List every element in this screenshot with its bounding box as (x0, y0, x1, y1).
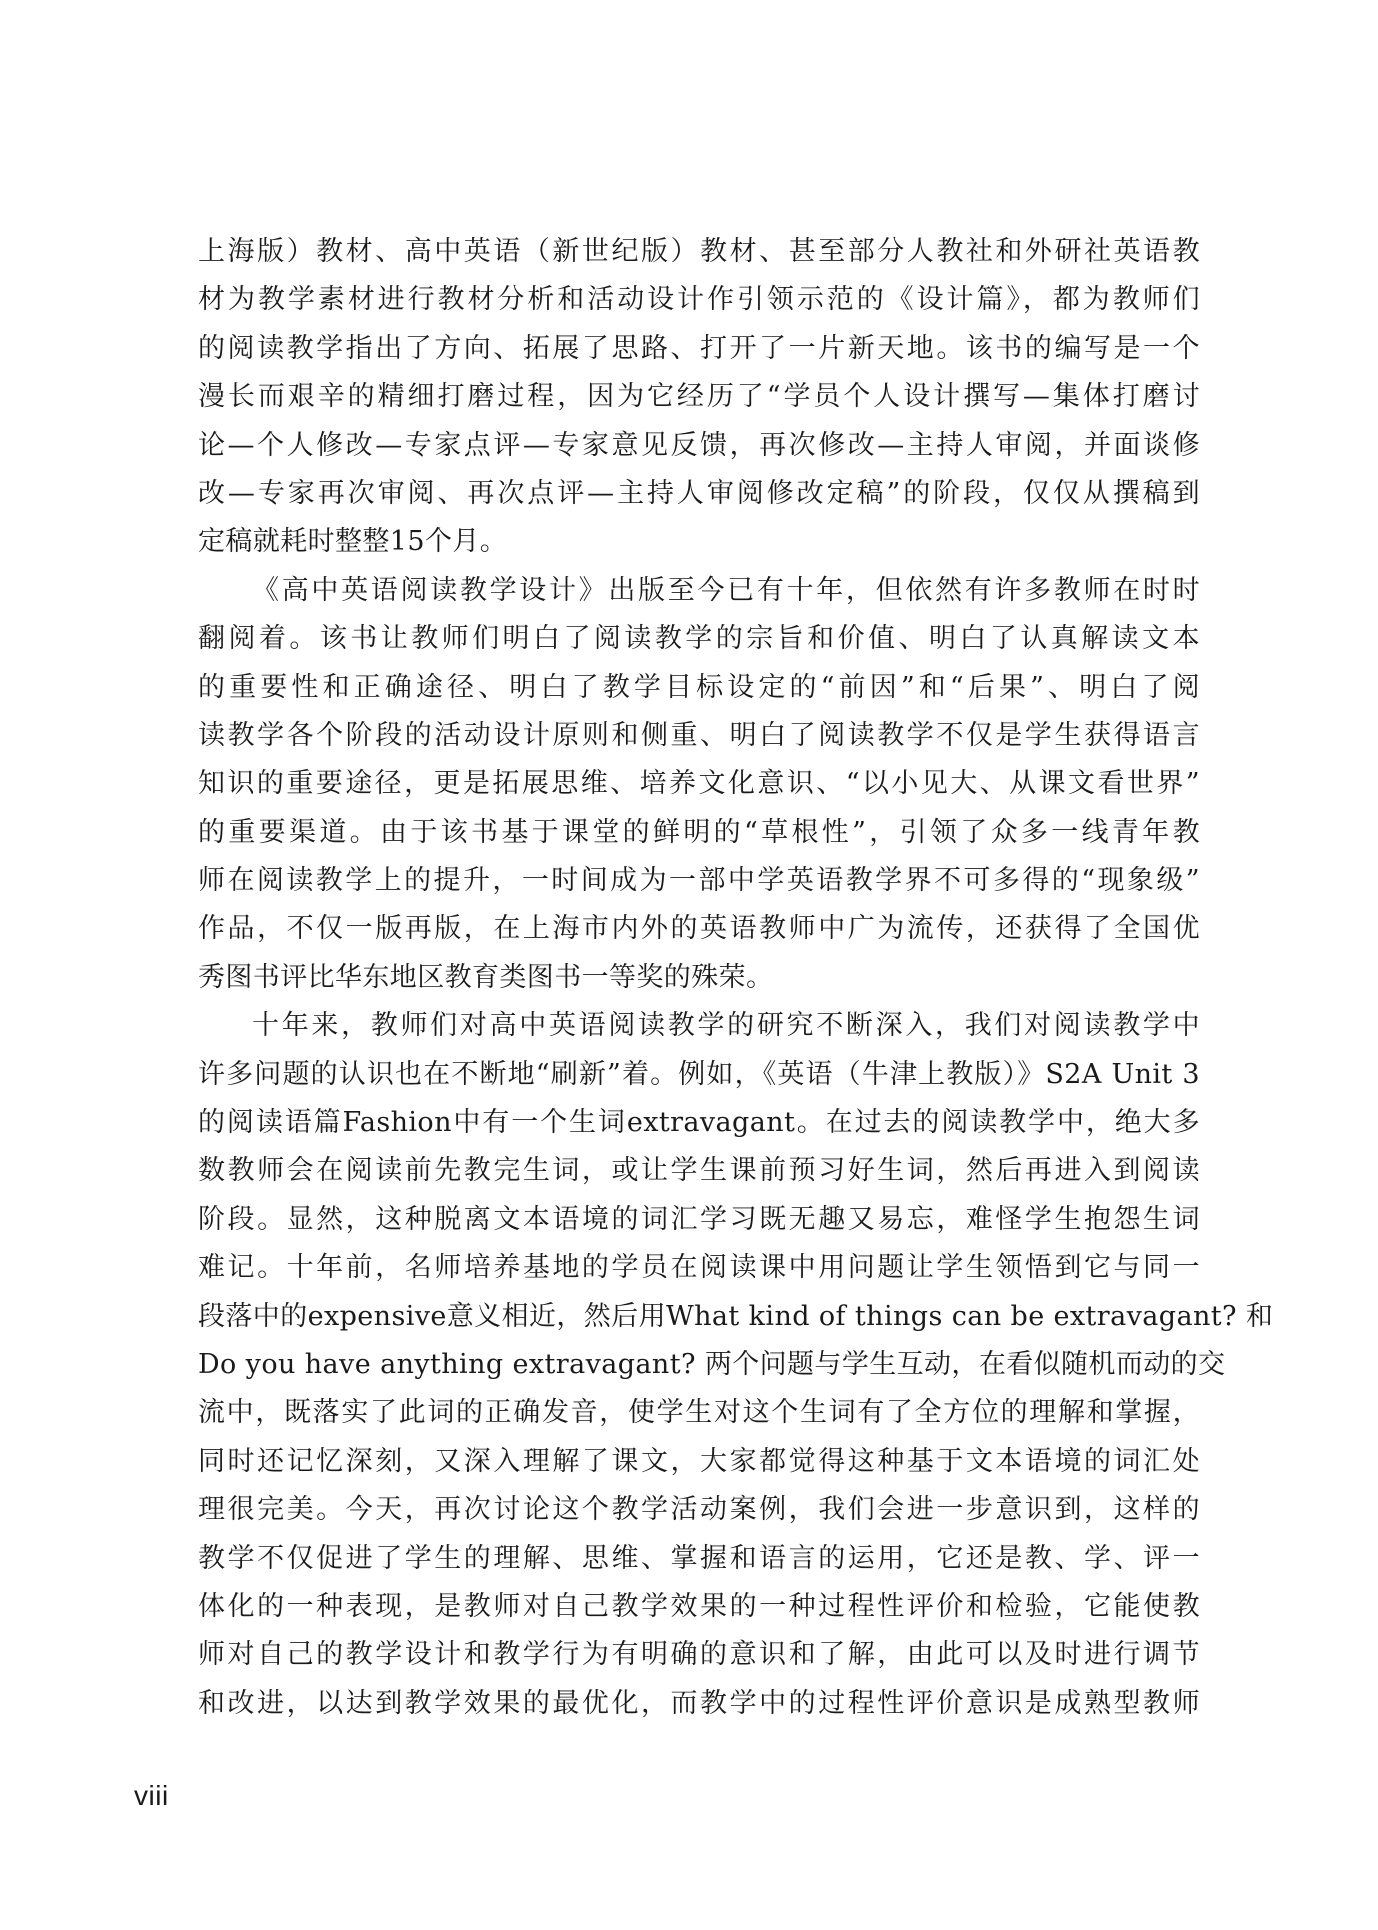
text-line: 作品，不仅一版再版，在上海市内外的英语教师中广为流传，还获得了全国优 (198, 913, 1200, 945)
text-line: 体化的一种表现，是教师对自己教学效果的一种过程性评价和检验，它能使教 (198, 1590, 1200, 1622)
body-text (198, 228, 1274, 1728)
text-line: 知识的重要途径，更是拓展思维、培养文化意识、“以小见大、从课文看世界” (198, 768, 1200, 800)
text-line: 翻阅着。该书让教师们明白了阅读教学的宗旨和价值、明白了认真解读文本 (198, 623, 1200, 655)
text-line: 阶段。显然，这种脱离文本语境的词汇学习既无趣又易忘，难怪学生抱怨生词 (198, 1203, 1200, 1235)
text-line: 材为教学素材进行教材分析和活动设计作引领示范的《设计篇》，都为教师们 (198, 284, 1200, 316)
text-line: 定稿就耗时整整15个月。 (198, 526, 508, 558)
text-line: 流中，既落实了此词的正确发音，使学生对这个生词有了全方位的理解和掌握， (198, 1397, 1200, 1429)
text-line: 和改进，以达到教学效果的最优化，而教学中的过程性评价意识是成熟型教师 (198, 1687, 1200, 1719)
text-line: 段落中的expensive意义相近，然后用What kind of things can be extravagant? 和 (198, 1300, 1274, 1332)
text-line: 理很完美。今天，再次讨论这个教学活动案例，我们会进一步意识到，这样的 (198, 1494, 1200, 1526)
page-number: viii (134, 1780, 169, 1811)
text-line: 教学不仅促进了学生的理解、思维、掌握和语言的运用，它还是教、学、评一 (198, 1542, 1200, 1574)
text-line: 论—个人修改—专家点评—专家意见反馈，再次修改—主持人审阅，并面谈修 (198, 429, 1200, 461)
text-line: 的重要渠道。由于该书基于课堂的鲜明的“草根性”，引领了众多一线青年教 (198, 816, 1200, 848)
text-line: 上海版）教材、高中英语（新世纪版）教材、甚至部分人教社和外研社英语教 (198, 236, 1200, 267)
text-line: 许多问题的认识也在不断地“刷新”着。例如，《英语（牛津上教版）》S2A Unit 3 (198, 1058, 1200, 1090)
text-line: 的阅读教学指出了方向、拓展了思路、打开了一片新天地。该书的编写是一个 (198, 332, 1200, 364)
text-line: 师对自己的教学设计和教学行为有明确的意识和了解，由此可以及时进行调节 (198, 1639, 1200, 1671)
text-line: 漫长而艰辛的精细打磨过程，因为它经历了“学员个人设计撰写—集体打磨讨 (198, 381, 1200, 413)
text-line: 的阅读语篇Fashion中有一个生词extravagant。在过去的阅读教学中，绝大多 (198, 1107, 1200, 1139)
text-line: 改—专家再次审阅、再次点评—主持人审阅修改定稿”的阶段，仅仅从撰稿到 (198, 477, 1200, 509)
text-line: 《高中英语阅读教学设计》出版至今已有十年，但依然有许多教师在时时 (252, 574, 1200, 606)
text-line: 同时还记忆深刻，又深入理解了课文，大家都觉得这种基于文本语境的词汇处 (198, 1445, 1200, 1477)
text-line: Do you have anything extravagant? 两个问题与学生互动，在看似随机而动的交 (198, 1348, 1226, 1380)
text-line: 数教师会在阅读前先教完生词，或让学生课前预习好生词，然后再进入到阅读 (198, 1155, 1200, 1187)
text-line: 十年来，教师们对高中英语阅读教学的研究不断深入，我们对阅读教学中 (252, 1010, 1200, 1042)
text-line: 的重要性和正确途径、明白了教学目标设定的“前因”和“后果”、明白了阅 (198, 671, 1200, 703)
text-line: 读教学各个阶段的活动设计原则和侧重、明白了阅读教学不仅是学生获得语言 (198, 719, 1200, 751)
text-line: 师在阅读教学上的提升，一时间成为一部中学英语教学界不可多得的“现象级” (198, 865, 1200, 897)
text-line: 难记。十年前，名师培养基地的学员在阅读课中用问题让学生领悟到它与同一 (198, 1252, 1200, 1284)
text-line: 秀图书评比华东地区教育类图书一等奖的殊荣。 (198, 961, 774, 993)
